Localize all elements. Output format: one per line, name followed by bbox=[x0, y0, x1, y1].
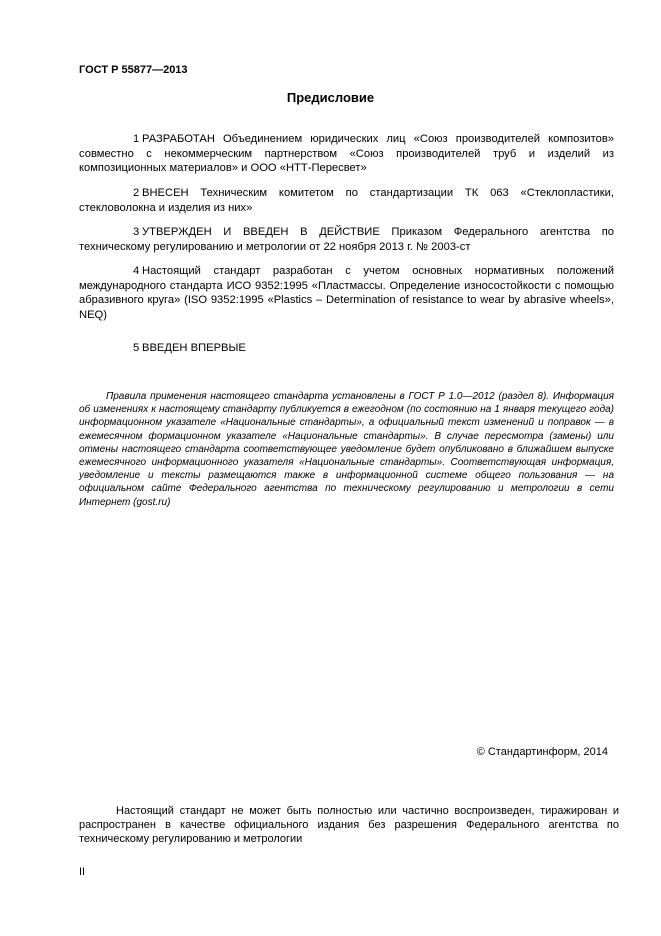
item-number: 5 bbox=[133, 342, 140, 354]
preface-item-4 bbox=[79, 264, 614, 322]
item-text: ВВЕДЕН ВПЕРВЫЕ bbox=[142, 342, 246, 354]
preface-item-1 bbox=[79, 132, 614, 176]
item-text: УТВЕРЖДЕН И ВВЕДЕН В ДЕЙСТВИЕ Приказом Федерального агентства по техническому регулированию и метрологии от 22 ноября 2013 г. № 2003-ст bbox=[79, 226, 614, 253]
page-title: Предисловие bbox=[286, 90, 375, 105]
item-text: ВНЕСЕН Техническим комитетом по стандартизации ТК 063 «Стеклопластики, стекловолокна и изделия из них» bbox=[79, 187, 614, 214]
preface-item-3 bbox=[79, 225, 614, 254]
application-rules-note: Правила применения настоящего стандарта установлены в ГОСТ Р 1.0—2012 (раздел 8). Информация об изменениях к настоящему стандарту публикуется в ежегодном (по состоянию на 1 января текущего года) информационном указателе «Национальные стандарты», а официальный текст изменений и поправок — в ежемесячном формационном указателе «Национальные стандарты». В случае пересмотра (замены) или отмены настоящего стандарта соответствующее уведомление будет опубликовано в ближайшем выпуске ежемесячного информационного указателя «Национальные стандарты». Соответствующая информация, уведомление и тексты размещаются также в информационной системе общего пользования — на официальном сайте Федерального агентства по техническому регулированию и метрологии в сети Интернет (gost.ru) bbox=[79, 391, 614, 508]
copyright: © Стандартинформ, 2014 bbox=[476, 746, 608, 758]
item-number: 1 bbox=[133, 133, 140, 145]
item-text: РАЗРАБОТАН Объединением юридических лиц «Союз производителей композитов» совместно с некоммерческим партнерством «Союз производителей труб и изделий из композиционных материалов» и ООО «НТТ-Пересвет» bbox=[79, 133, 614, 174]
reproduction-notice: Настоящий стандарт не может быть полностью или частично воспроизведен, тиражирован и распространен в качестве официального издания без разрешения Федерального агентства по техническому регулированию и метрологии bbox=[79, 805, 619, 846]
item-number: 2 bbox=[133, 187, 140, 199]
document-id: ГОСТ Р 55877—2013 bbox=[79, 64, 188, 76]
item-number: 3 bbox=[133, 226, 140, 238]
item-text: Настоящий стандарт разработан с учетом основных нормативных положений международного стандарта ИСО 9352:1995 «Пластмассы. Определение износостойкости с помощью абразивного круга» (ISO 9352:1995 «Plastics – Determination of resistance to wear by abrasive wheels», NEQ) bbox=[79, 265, 614, 321]
preface-item-5 bbox=[79, 341, 614, 356]
preface-item-2 bbox=[79, 186, 614, 215]
item-number: 4 bbox=[133, 265, 140, 277]
page-number: II bbox=[79, 866, 86, 878]
